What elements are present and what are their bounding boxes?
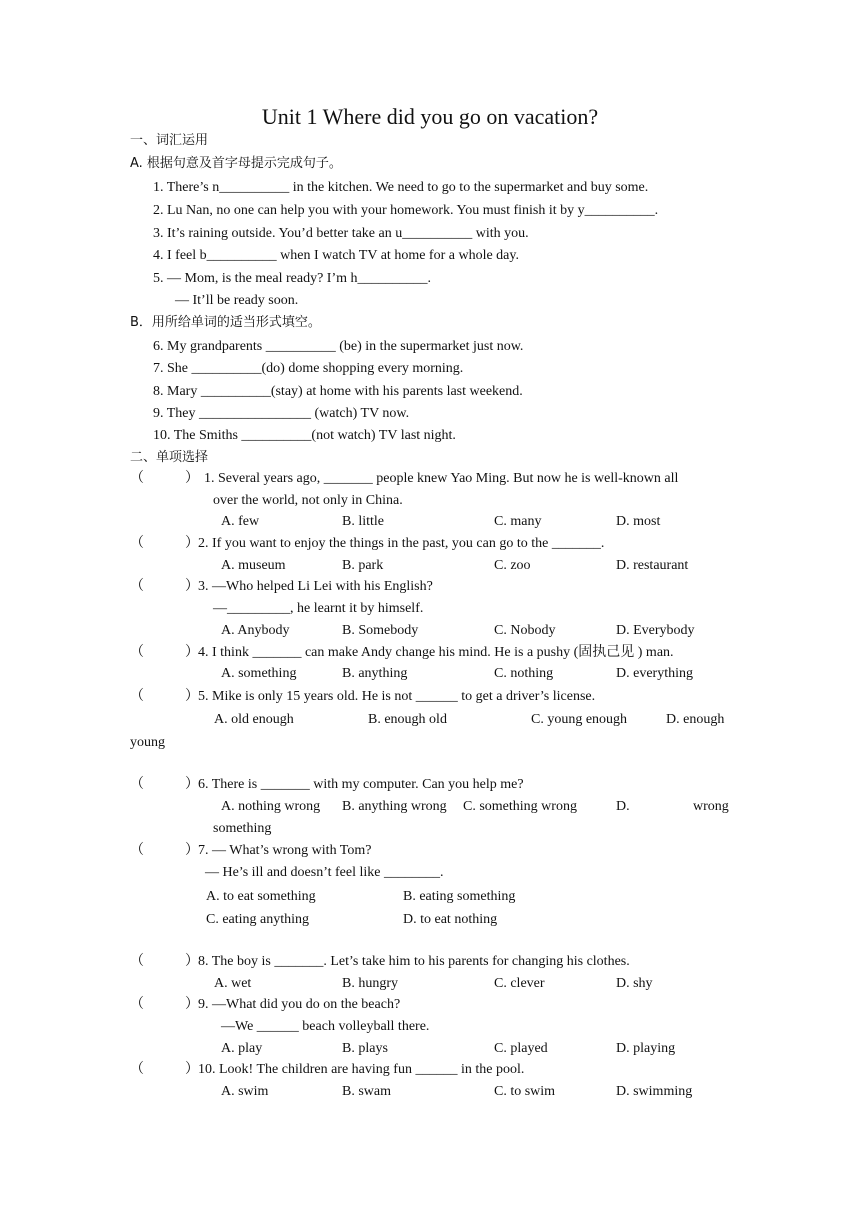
answer-paren-open: （	[130, 1062, 144, 1077]
option-b: B. enough old	[368, 712, 447, 727]
option-a: A. swim	[221, 1084, 269, 1099]
option-b: B. plays	[342, 1041, 388, 1056]
part-b-item-10: 10. The Smiths __________(not watch) TV last night.	[153, 428, 456, 443]
answer-paren-close: ）	[185, 1062, 199, 1077]
option-c: C. something wrong	[463, 799, 577, 814]
question-text: 8. The boy is _______. Let’s take him to his parents for changing his clothes.	[198, 954, 630, 969]
answer-paren-open: （	[130, 777, 144, 792]
section-heading-multiple-choice: 二、单项选择	[130, 450, 209, 465]
option-d-continued: wrong	[693, 799, 729, 814]
option-d: D. restaurant	[616, 558, 689, 573]
option-a: A. nothing wrong	[221, 799, 321, 814]
option-d: D. shy	[616, 976, 653, 991]
option-d: D. playing	[616, 1041, 676, 1056]
answer-paren-close: ）	[185, 777, 199, 792]
part-b-item-7: 7. She __________(do) dome shopping every morning.	[153, 361, 464, 376]
question-5-option-d-wrap: young	[130, 735, 165, 750]
question-6-option-d-wrap: something	[213, 821, 272, 836]
part-b-heading: B．用所给单词的适当形式填空。	[130, 315, 321, 330]
answer-paren-close: ）	[185, 689, 199, 704]
option-a: A. Anybody	[221, 623, 290, 638]
option-b: B. swam	[342, 1084, 391, 1099]
option-c: C. Nobody	[494, 623, 556, 638]
answer-paren-close: ）	[185, 645, 199, 660]
question-text: 7. — What’s wrong with Tom?	[198, 843, 372, 858]
answer-paren-open: （	[130, 471, 144, 486]
option-c: C. nothing	[494, 666, 554, 681]
section-heading-vocabulary: 一、词汇运用	[130, 133, 209, 148]
option-a: A. play	[221, 1041, 263, 1056]
part-a-heading: A. 根据句意及首字母提示完成句子。	[130, 156, 342, 171]
question-text: 4. I think _______ can make Andy change his mind. He is a pushy (固执己见 ) man.	[198, 645, 674, 660]
option-c: C. zoo	[494, 558, 531, 573]
question-text: 3. —Who helped Li Lei with his English?	[198, 579, 433, 594]
question-text: 5. Mike is only 15 years old. He is not ______ to get a driver’s license.	[198, 689, 596, 704]
part-a-item-5-reply: — It’ll be ready soon.	[175, 293, 299, 308]
question-1-continued: over the world, not only in China.	[213, 493, 403, 508]
part-b-item-6: 6. My grandparents __________ (be) in the supermarket just now.	[153, 339, 524, 354]
option-a: A. few	[221, 514, 260, 529]
answer-paren-close: ）	[185, 997, 199, 1012]
option-d: D. Everybody	[616, 623, 695, 638]
part-b-item-8: 8. Mary __________(stay) at home with his parents last weekend.	[153, 384, 523, 399]
part-a-item-3: 3. It’s raining outside. You’d better take an u__________ with you.	[153, 226, 529, 241]
option-d: D. to eat nothing	[403, 912, 498, 927]
answer-paren-open: （	[130, 579, 144, 594]
option-a: A. something	[221, 666, 297, 681]
answer-paren-open: （	[130, 689, 144, 704]
part-a-item-4: 4. I feel b__________ when I watch TV at home for a whole day.	[153, 248, 519, 263]
option-c: C. clever	[494, 976, 545, 991]
part-a-item-1: 1. There’s n__________ in the kitchen. We need to go to the supermarket and buy some.	[153, 180, 649, 195]
option-a: A. to eat something	[206, 889, 316, 904]
part-b-item-9: 9. They ________________ (watch) TV now.	[153, 406, 410, 421]
question-text: 2. If you want to enjoy the things in the past, you can go to the _______.	[198, 536, 605, 551]
option-d: D. everything	[616, 666, 693, 681]
answer-paren-close: ）	[185, 843, 199, 858]
option-b: B. hungry	[342, 976, 398, 991]
option-b: B. little	[342, 514, 384, 529]
option-b: B. eating something	[403, 889, 516, 904]
part-a-item-2: 2. Lu Nan, no one can help you with your homework. You must finish it by y__________.	[153, 203, 659, 218]
page-title: Unit 1 Where did you go on vacation?	[261, 104, 599, 129]
answer-paren-open: （	[130, 645, 144, 660]
option-a: A. wet	[214, 976, 252, 991]
answer-paren-close: ）	[185, 954, 199, 969]
option-d: D. swimming	[616, 1084, 693, 1099]
question-3-continued: —_________, he learnt it by himself.	[213, 601, 424, 616]
question-text: 9. —What did you do on the beach?	[198, 997, 401, 1012]
option-d: D. enough	[666, 712, 725, 727]
option-b: B. park	[342, 558, 384, 573]
option-a: A. old enough	[214, 712, 294, 727]
option-b: B. anything wrong	[342, 799, 447, 814]
option-b: B. anything	[342, 666, 408, 681]
question-text: 10. Look! The children are having fun ______ in the pool.	[198, 1062, 525, 1077]
answer-paren-open: （	[130, 997, 144, 1012]
option-c: C. played	[494, 1041, 548, 1056]
answer-paren-open: （	[130, 536, 144, 551]
option-b: B. Somebody	[342, 623, 419, 638]
part-a-item-5: 5. — Mom, is the meal ready? I’m h__________.	[153, 271, 432, 286]
question-text: 1. Several years ago, _______ people knew Yao Ming. But now he is well-known all	[204, 471, 679, 486]
question-9-reply: —We ______ beach volleyball there.	[221, 1019, 430, 1034]
answer-paren-close: ）	[185, 579, 199, 594]
question-text: 6. There is _______ with my computer. Can you help me?	[198, 777, 524, 792]
option-c: C. many	[494, 514, 542, 529]
option-d: D.	[616, 799, 630, 814]
answer-paren-close: ）	[185, 471, 199, 486]
option-d: D. most	[616, 514, 661, 529]
option-a: A. museum	[221, 558, 286, 573]
option-c: C. to swim	[494, 1084, 556, 1099]
answer-paren-open: （	[130, 954, 144, 969]
option-c: C. young enough	[531, 712, 628, 727]
answer-paren-close: ）	[185, 536, 199, 551]
question-7-reply: — He’s ill and doesn’t feel like ________.	[205, 865, 444, 880]
option-c: C. eating anything	[206, 912, 310, 927]
answer-paren-open: （	[130, 843, 144, 858]
